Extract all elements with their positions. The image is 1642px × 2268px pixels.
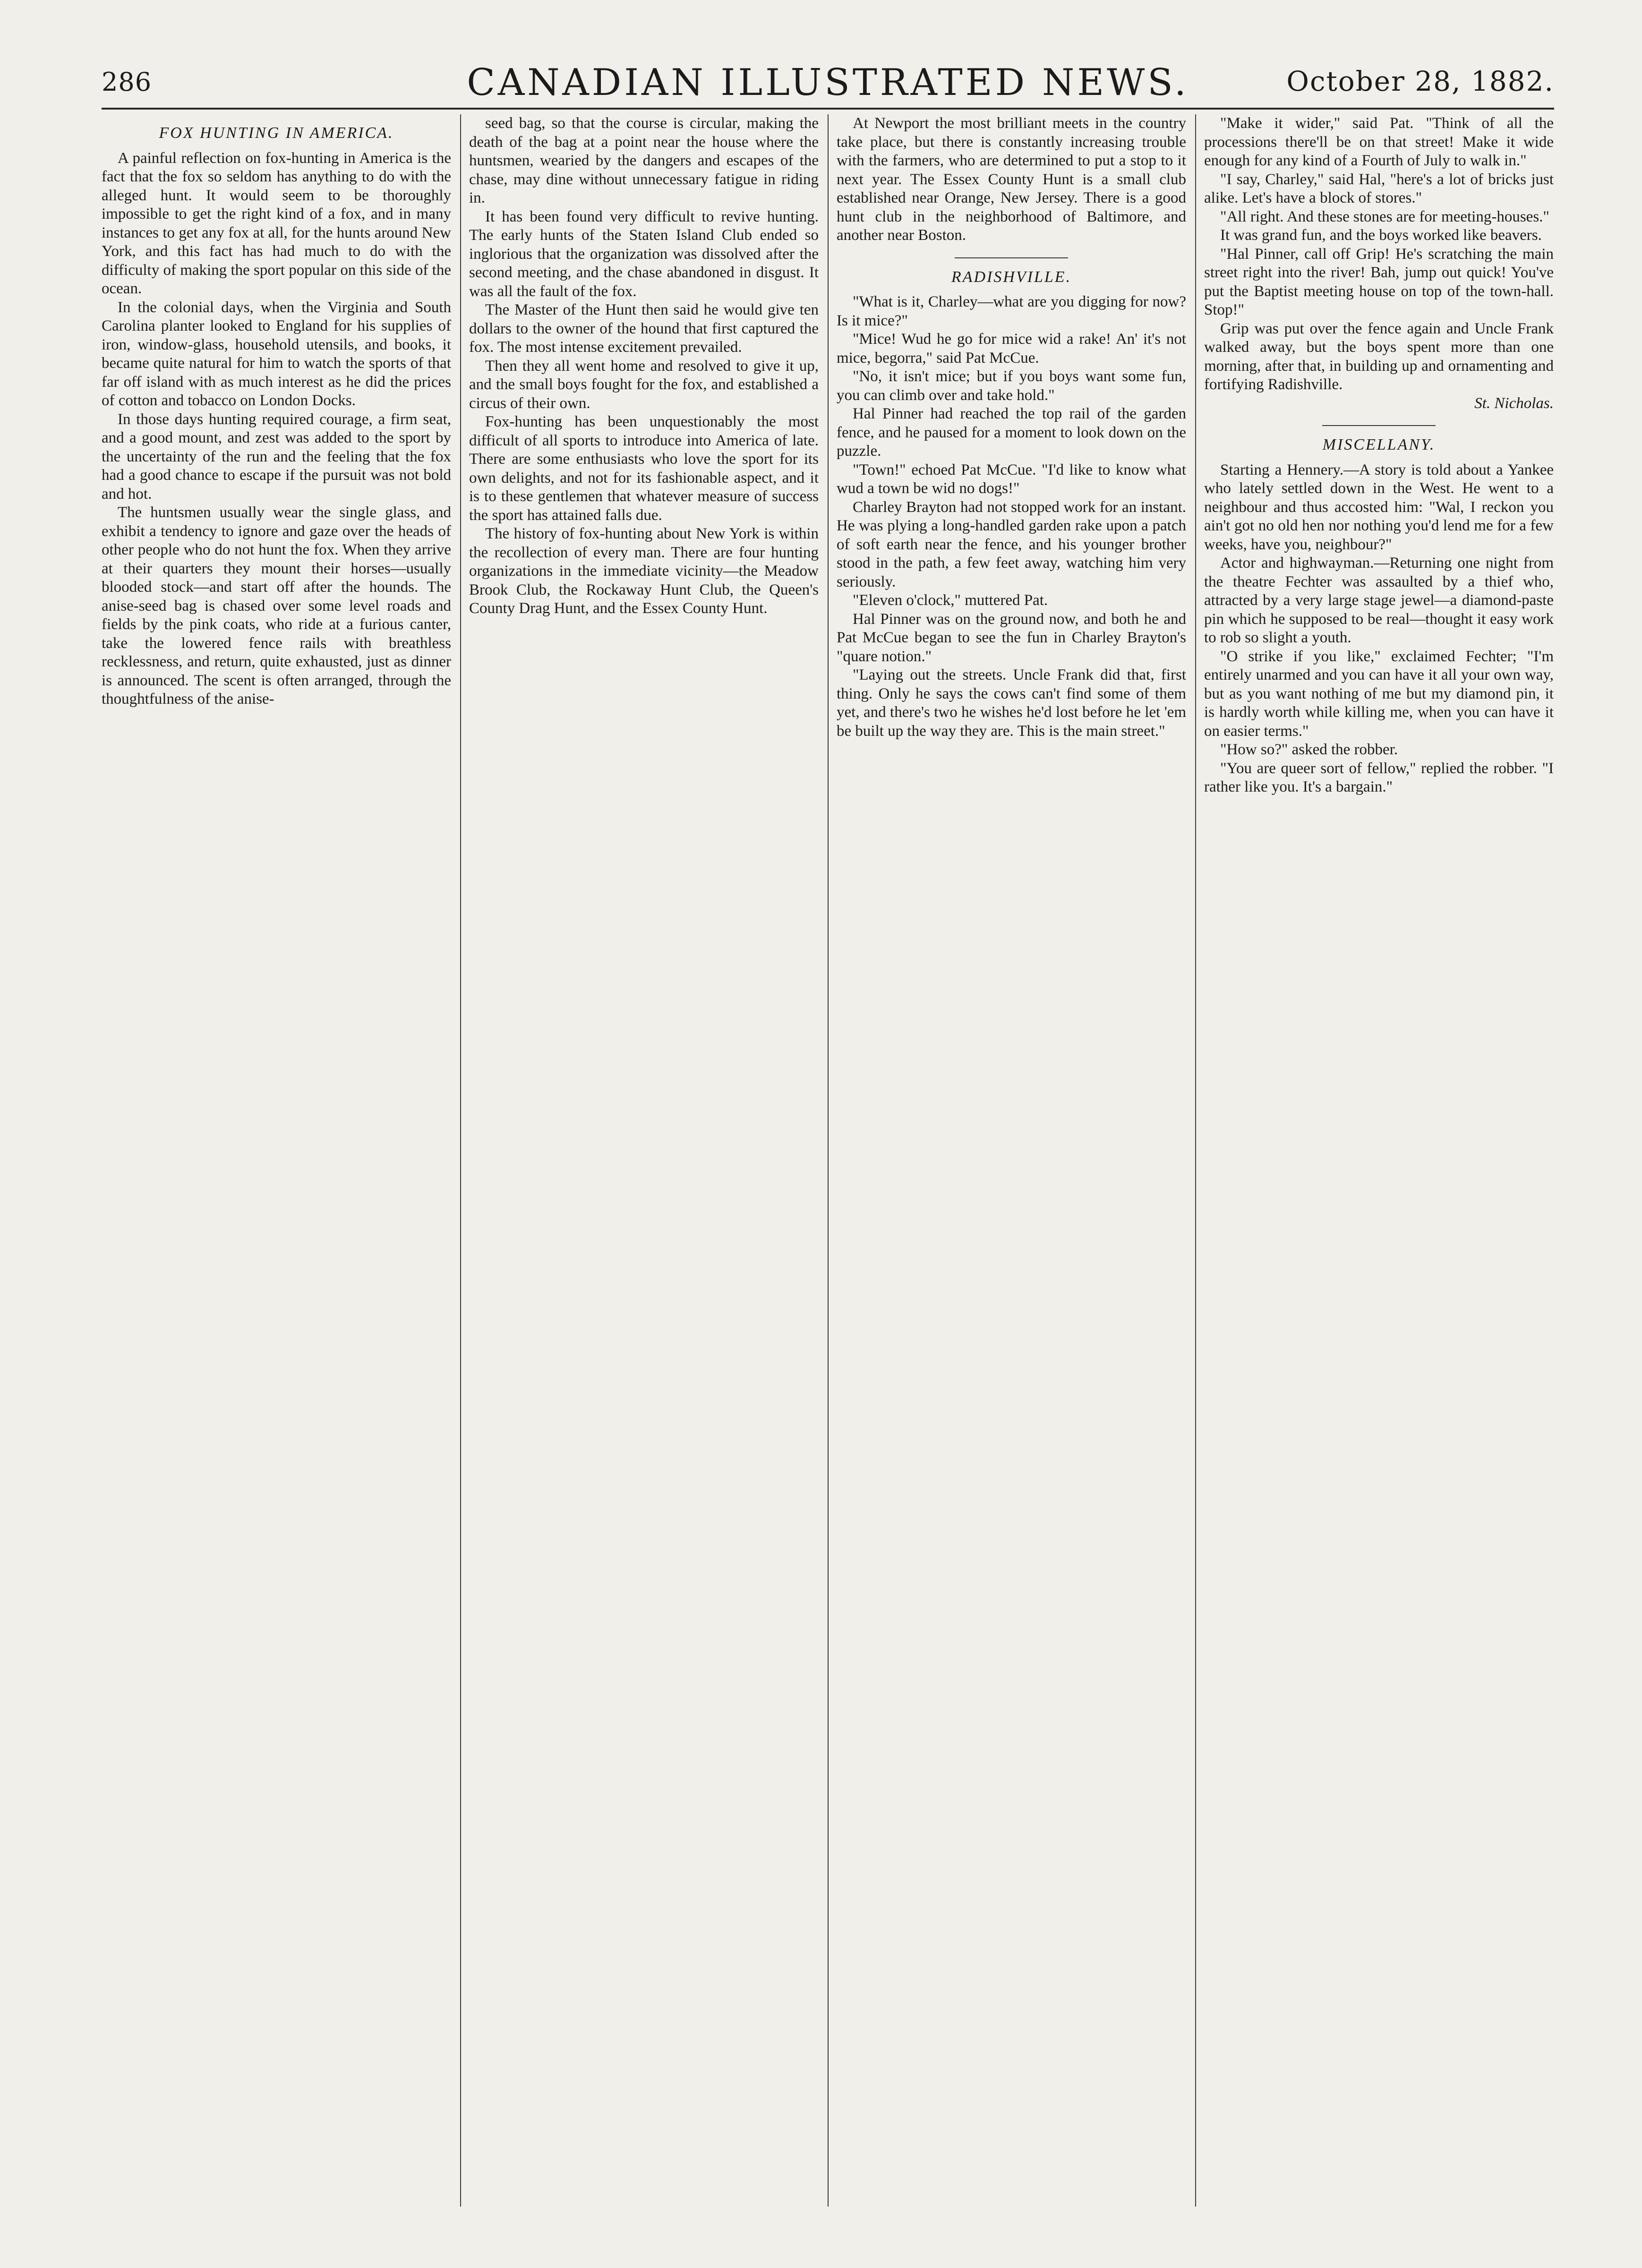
article-title: MISCELLANY. [1322, 436, 1436, 453]
column-3 [837, 114, 1186, 2207]
page-number: 286 [102, 67, 152, 97]
article-title: FOX HUNTING IN AMERICA. [159, 124, 394, 142]
paragraph: "All right. And these stones are for meeting-houses." [1220, 208, 1549, 225]
issue-date: October 28, 1882. [1286, 65, 1554, 97]
paragraph: The Master of the Hunt then said he would give ten dollars to the owner of the hound that first captured the fox. The most intense excitement prevailed. [469, 301, 819, 356]
column-divider [1195, 114, 1196, 2207]
masthead: CANADIAN ILLUSTRATED NEWS. [467, 61, 1189, 104]
paragraph: In those days hunting required courage, a firm seat, and a good mount, and zest was added to the sport by the uncertainty of the run and the feeling that the fox had a good chance to escape if the pursuit was not bold and hot. [102, 410, 451, 503]
column-divider [460, 114, 461, 2207]
paragraph: "You are queer sort of fellow," replied the robber. "I rather like you. It's a bargain." [1204, 759, 1554, 795]
page-header [102, 57, 1554, 109]
section-divider [955, 257, 1068, 258]
paragraph: "No, it isn't mice; but if you boys want some fun, you can climb over and take hold." [837, 368, 1186, 404]
column-4 [1204, 114, 1554, 2207]
paragraph: "Mice! Wud he go for mice wid a rake! An' it's not mice, begorra," said Pat McCue. [837, 331, 1186, 367]
paragraph: At Newport the most brilliant meets in the country take place, but there is constantly increasing trouble with the farmers, who are determined to put a stop to it next year. The Essex County Hunt is a small club established near Orange, New Jersey. There is a good hunt club in the neighborhood of Baltimore, and another near Boston. [837, 115, 1186, 244]
columns [102, 114, 1554, 2207]
paragraph: Actor and highwayman.—Returning one night from the theatre Fechter was assaulted by a thief who, attracted by a very large stage jewel—a diamond-paste pin which he supposed to be real—thought it easy work to rob so slight a youth. [1204, 554, 1554, 646]
paragraph: "What is it, Charley—what are you digging for now? Is it mice?" [837, 293, 1186, 329]
paragraph: "Town!" echoed Pat McCue. "I'd like to know what wud a town be wid no dogs!" [837, 461, 1186, 497]
source-credit: St. Nicholas. [1474, 394, 1554, 412]
paragraph: Grip was put over the fence again and Uncle Frank walked away, but the boys spent more than one morning, after that, in building up and ornamenting and fortifying Radishville. [1204, 320, 1554, 393]
paragraph: Fox-hunting has been unquestionably the most difficult of all sports to introduce into America of late. There are some enthusiasts who love the sport for its own delights, and not for its fashionable aspect, and it is to these gentlemen that whatever measure of success the sport has attained falls due. [469, 413, 819, 524]
paragraph: The huntsmen usually wear the single glass, and exhibit a tendency to ignore and gaze over the heads of other people who do not hunt the fox. When they arrive at their quarters they mount their horses—usually blooded stock—and start off after the hounds. The anise-seed bag is chased over some level roads and fields by the pink coats, who ride at a furious canter, take the lowered fence rails with breathless recklessness, and return, quite exhausted, just as dinner is announced. The scent is often arranged, through the thoughtfulness of the anise- [102, 504, 451, 708]
paragraph: It was grand fun, and the boys worked like beavers. [1220, 227, 1542, 244]
column-2 [469, 114, 819, 2207]
paragraph: A painful reflection on fox-hunting in America is the fact that the fox so seldom has anything to do with the alleged hunt. It would seem to be thoroughly impossible to get the right kind of a fox, and in many instances to get any fox at all, for the hunts around New York, and this fact has had much to do with the difficulty of making the sport popular on this side of the ocean. [102, 149, 451, 297]
paragraph: It has been found very difficult to revive hunting. The early hunts of the Staten Island Club ended so inglorious that the organization was dissolved after the second meeting, and the chase abandoned in disgust. It was all the fault of the fox. [469, 208, 819, 300]
paragraph: Starting a Hennery.—A story is told about a Yankee who lately settled down in the West. He went to a neighbour and thus accosted him: "Wal, I reckon you ain't got no old hen nor nothing you'd lend me for a few weeks, have you, neighbour?" [1204, 461, 1554, 553]
paragraph: "O strike if you like," exclaimed Fechter; "I'm entirely unarmed and you can have it all your own way, but as you want nothing of me but my diamond pin, it is hardly worth while killing me, when you can have it on easier terms." [1204, 648, 1554, 740]
paragraph: The history of fox-hunting about New York is within the recollection of every man. There are four hunting organizations in the immediate vicinity—the Meadow Brook Club, the Rockaway Hunt Club, the Queen's County Drag Hunt, and the Essex County Hunt. [469, 525, 819, 617]
paragraph: "Eleven o'clock," muttered Pat. [853, 592, 1048, 609]
paragraph: seed bag, so that the course is circular, making the death of the bag at a point near the house where the huntsmen, wearied by the dangers and escapes of the chase, may dine without unnecessary fatigue in riding in. [469, 115, 819, 206]
newspaper-page [102, 57, 1554, 2210]
column-1 [102, 114, 451, 2207]
paragraph: In the colonial days, when the Virginia and South Carolina planter looked to England for his supplies of iron, window-glass, household utensils, and books, it became quite natural for him to watch the sports of that far off island with as much interest as he did the prices of cotton and tobacco on London Docks. [102, 298, 451, 409]
column-divider [828, 114, 829, 2207]
paragraph: Then they all went home and resolved to give it up, and the small boys fought for the fox, and established a circus of their own. [469, 357, 819, 412]
paragraph: Hal Pinner was on the ground now, and both he and Pat McCue began to see the fun in Charley Brayton's "quare notion." [837, 610, 1186, 665]
paragraph: "I say, Charley," said Hal, "here's a lot of bricks just alike. Let's have a block of stores." [1204, 171, 1554, 206]
paragraph: Charley Brayton had not stopped work for an instant. He was plying a long-handled garden rake upon a patch of soft earth near the fence, and his younger brother stood in the path, a few feet away, watching him very seriously. [837, 498, 1186, 590]
paragraph: "Make it wider," said Pat. "Think of all the processions there'll be on that street! Make it wide enough for any kind of a Fourth of July to walk in." [1204, 115, 1554, 169]
paragraph: "Laying out the streets. Uncle Frank did that, first thing. Only he says the cows can't find some of them yet, and there's two he wishes he'd lost before he let 'em be built up the way they are. This is the main street." [837, 666, 1186, 740]
header-rule [102, 108, 1554, 110]
paragraph: "How so?" asked the robber. [1220, 741, 1398, 758]
article-title: RADISHVILLE. [951, 268, 1072, 286]
paragraph: "Hal Pinner, call off Grip! He's scratching the main street right into the river! Bah, jump out quick! You've put the Baptist meeting house on top of the town-hall. Stop!" [1204, 245, 1554, 318]
paragraph: Hal Pinner had reached the top rail of the garden fence, and he paused for a moment to look down on the puzzle. [837, 405, 1186, 460]
section-divider [1322, 425, 1436, 426]
